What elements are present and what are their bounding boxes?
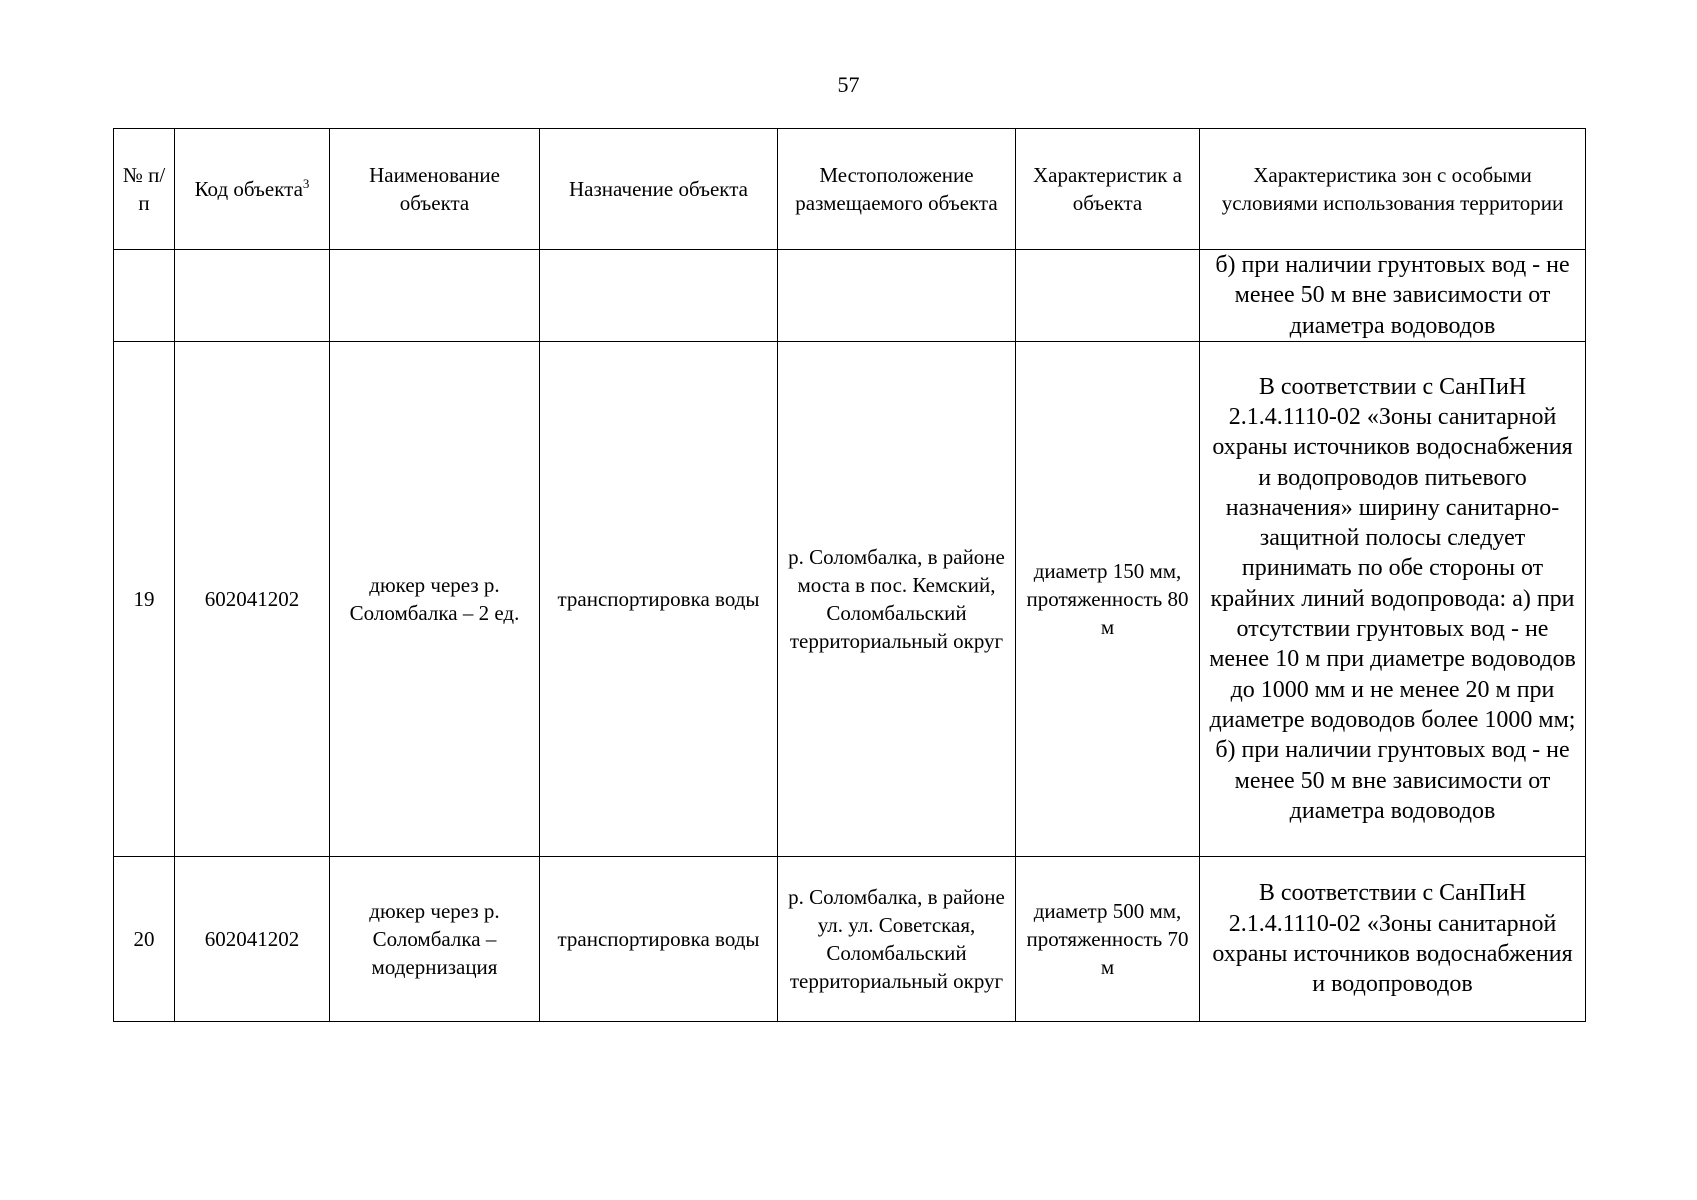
cell-characteristic: диаметр 500 мм, протяженность 70 м	[1016, 856, 1200, 1021]
table-row	[114, 250, 1586, 342]
header-name: Наименование объекта	[330, 129, 540, 250]
header-zones: Характеристика зон с особыми условиями использования территории	[1200, 129, 1586, 250]
cell-num: 20	[114, 856, 175, 1021]
page-number: 57	[837, 72, 860, 97]
cell-purpose: транспортировка воды	[540, 341, 778, 856]
cell-code: 602041202	[175, 856, 330, 1021]
cell-zones: В соответствии с СанПиН 2.1.4.1110-02 «Зоны санитарной охраны источников водоснабжения и водопроводов питьевого назначения» ширину санитарно-защитной полосы следует принимать по обе стороны от крайних линий водопровода: а) при отсутствии грунтовых вод - не менее 10 м при диаметре водоводов до 1000 мм и не менее 20 м при диаметре водоводов более 1000 мм; б) при наличии грунтовых вод - не менее 50 м вне зависимости от диаметра водоводов	[1200, 341, 1586, 856]
cell-zones: В соответствии с СанПиН 2.1.4.1110-02 «Зоны санитарной охраны источников водоснабжения и водопроводов	[1200, 856, 1586, 1021]
header-num: № п/п	[114, 129, 175, 250]
cell-location: р. Соломбалка, в районе моста в пос. Кемский, Соломбальский территориальный округ	[778, 341, 1016, 856]
objects-table	[113, 128, 1586, 1022]
cell-purpose: транспортировка воды	[540, 856, 778, 1021]
table-row	[114, 341, 1586, 856]
cell-code	[175, 250, 330, 342]
cell-name: дюкер через р. Соломбалка – модернизация	[330, 856, 540, 1021]
cell-location: р. Соломбалка, в районе ул. ул. Советская, Соломбальский территориальный округ	[778, 856, 1016, 1021]
cell-num	[114, 250, 175, 342]
cell-name	[330, 250, 540, 342]
header-purpose: Назначение объекта	[540, 129, 778, 250]
cell-location	[778, 250, 1016, 342]
cell-purpose	[540, 250, 778, 342]
header-code	[175, 129, 330, 250]
table-row	[114, 856, 1586, 1021]
cell-num: 19	[114, 341, 175, 856]
cell-characteristic	[1016, 250, 1200, 342]
footnote-ref: 3	[302, 176, 310, 191]
header-code-label: Код объекта	[194, 177, 303, 201]
header-characteristic: Характеристик а объекта	[1016, 129, 1200, 250]
table-header-row	[114, 129, 1586, 250]
cell-zones: б) при наличии грунтовых вод - не менее 50 м вне зависимости от диаметра водоводов	[1200, 250, 1586, 342]
cell-characteristic: диаметр 150 мм, протяженность 80 м	[1016, 341, 1200, 856]
header-location: Местоположение размещаемого объекта	[778, 129, 1016, 250]
cell-name: дюкер через р. Соломбалка – 2 ед.	[330, 341, 540, 856]
cell-code: 602041202	[175, 341, 330, 856]
